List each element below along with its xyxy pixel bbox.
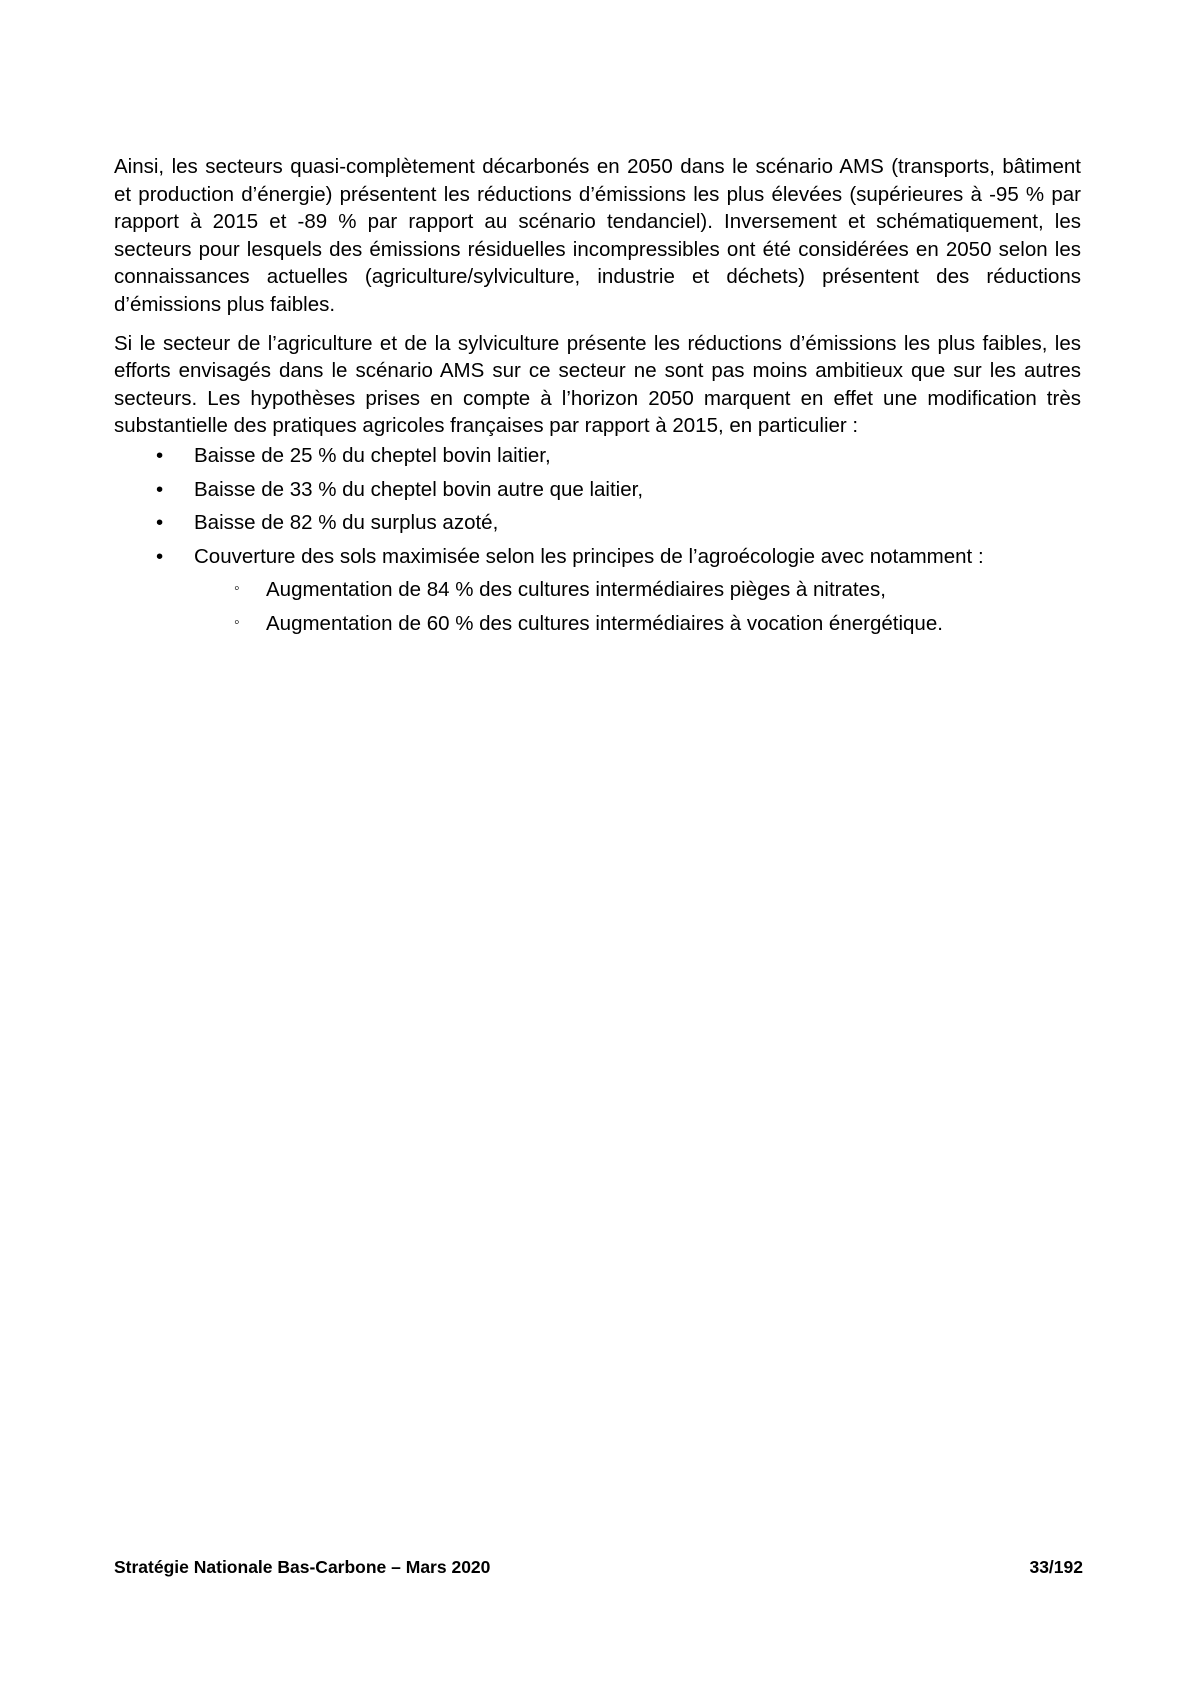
list-item bbox=[114, 543, 1081, 638]
sub-list-item bbox=[150, 610, 1081, 638]
document-body bbox=[114, 153, 1081, 644]
paragraph-agriculture: Si le secteur de l’agriculture et de la sylviculture présente les réductions d’émissions les plus faibles, les efforts envisagés dans le scénario AMS sur ce secteur ne sont pas moins ambitieux que sur les autres secteurs. Les hypothèses prises en compte à l’horizon 2050 marquent en effet une modification très substantielle des pratiques agricoles françaises par rapport à 2015, en particulier : bbox=[114, 331, 1081, 438]
sub-list-item bbox=[150, 576, 1081, 604]
list-item bbox=[114, 442, 1081, 470]
sub-bullet-list bbox=[150, 576, 1081, 637]
bullet-marker: • bbox=[156, 544, 164, 568]
sub-bullet-marker: ◦ bbox=[234, 613, 240, 631]
list-item bbox=[114, 509, 1081, 537]
page-number: 33/192 bbox=[1029, 1557, 1083, 1577]
paragraph-emissions-reductions: Ainsi, les secteurs quasi-complètement décarbonés en 2050 dans le scénario AMS (transports, bâtiment et production d’énergie) présentent les réductions d’émissions les plus élevées (supérieures à -95 % par rapport à 2015 et -89 % par rapport au scénario tendanciel). Inversement et schématiquement, les secteurs pour lesquels des émissions résiduelles incompressibles ont été considérées en 2050 selon les connaissances actuelles (agriculture/sylviculture, industrie et déchets) présentent des réductions d’émissions plus faibles. bbox=[114, 155, 1081, 316]
list-item-text: Couverture des sols maximisée selon les principes de l’agroécologie avec notamment : bbox=[194, 544, 984, 568]
bullet-list bbox=[114, 442, 1081, 638]
footer-title: Stratégie Nationale Bas-Carbone – Mars 2020 bbox=[114, 1557, 491, 1577]
sub-list-item-text: Augmentation de 84 % des cultures intermédiaires pièges à nitrates, bbox=[266, 578, 886, 602]
list-item-text: Baisse de 82 % du surplus azoté, bbox=[194, 511, 499, 535]
list-item bbox=[114, 476, 1081, 504]
bullet-marker: • bbox=[156, 477, 164, 501]
page-footer bbox=[114, 1557, 1083, 1578]
list-item-text: Baisse de 33 % du cheptel bovin autre que laitier, bbox=[194, 477, 644, 501]
bullet-marker: • bbox=[156, 443, 164, 467]
bullet-marker: • bbox=[156, 511, 164, 535]
sub-list-item-text: Augmentation de 60 % des cultures intermédiaires à vocation énergétique. bbox=[266, 611, 943, 635]
list-item-text: Baisse de 25 % du cheptel bovin laitier, bbox=[194, 443, 551, 467]
sub-bullet-marker: ◦ bbox=[234, 580, 240, 598]
